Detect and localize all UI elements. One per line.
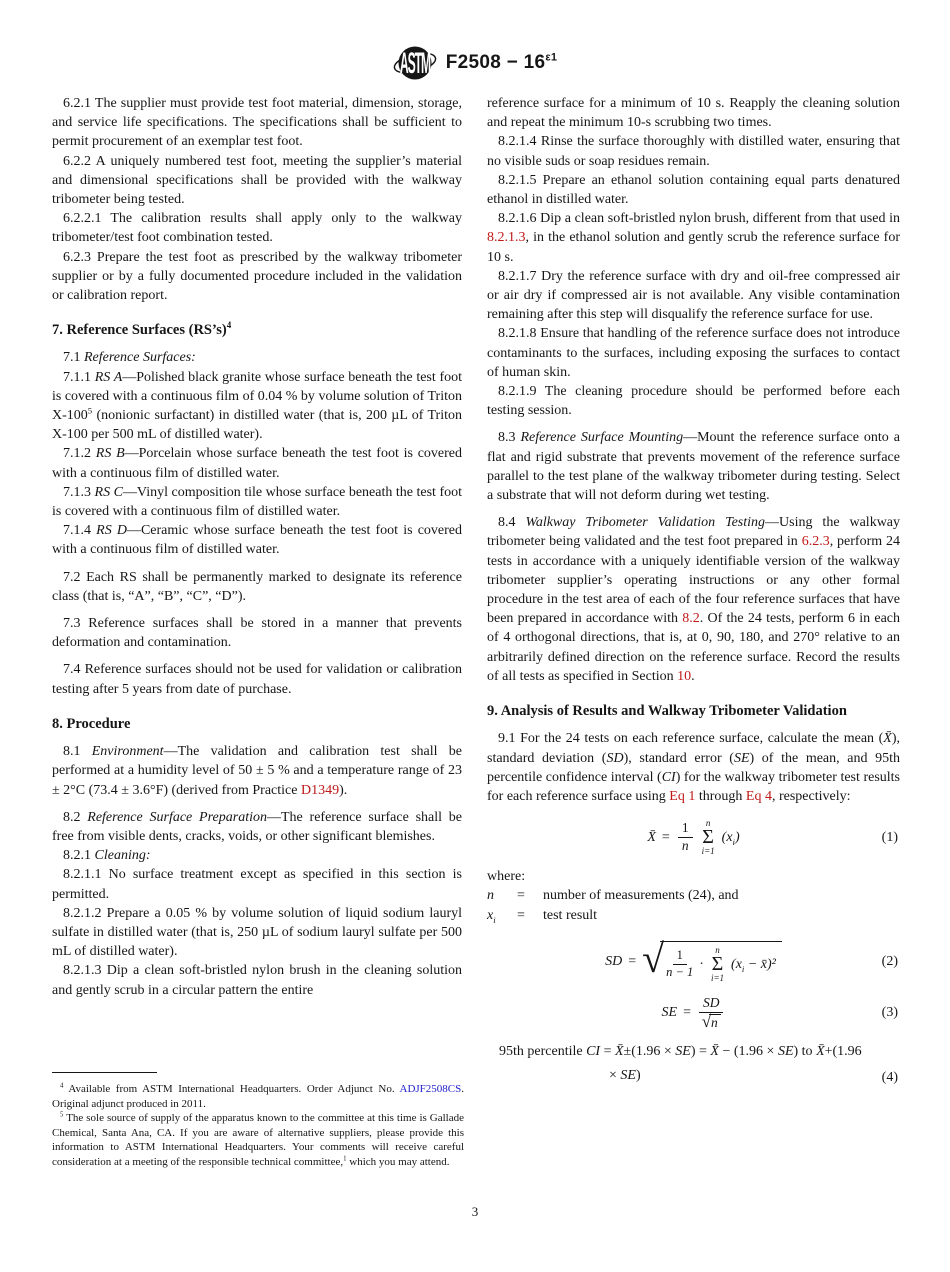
equation-4 [487,1042,900,1084]
paragraph [52,348,462,367]
text-segment: SE [675,1044,691,1060]
text-segment: ) to [793,1044,817,1060]
paragraph [52,614,462,652]
cross-reference-link[interactable]: D1349 [300,782,340,798]
text-segment: —Vinyl composition tile whose surface beneath the test foot is covered with a continuous film of distilled water. [52,484,463,520]
text-segment: Reference Surfaces: [84,350,196,366]
paragraph [52,521,462,559]
text-segment: 7.2 Each RS shall be permanently marked to designate its reference class (that is, “A”, “B”, “C”, “D”). [52,569,462,604]
section-heading [52,715,462,734]
eq1-argument: $(x_i)$ [721,830,740,847]
equation-number: (2) [881,954,898,970]
text-segment: SE [733,750,750,766]
text-segment: reference surface for a minimum of 10 s. Reapply the cleaning solution and repeat the minimum 10-s scrubbing two times. [487,96,900,131]
text-segment: − (1.96 × [718,1044,778,1060]
equation-4-line1 [487,1042,900,1061]
text-segment: 4 [226,320,232,331]
document-designation: $F2508 - 16^{\varepsilon 1}$ [445,51,558,73]
text-segment: 7.1.1 [63,369,95,385]
text-segment: 8.2.1.1 No surface treatment except as specified in this section is permitted. [52,867,462,902]
eq1-equals: = [661,830,670,845]
text-segment: ) = [690,1044,711,1060]
eq2-fraction: $\frac{1}{n - 1}$ [666,947,694,979]
text-segment: —Polished black granite whose surface beneath the test foot is covered with a continuous film of 0.04 % by volume solution of Triton X-100 [52,369,463,424]
text-segment: 8.2.1.4 Rinse the surface thoroughly with distilled water, ensuring that no visible suds or soap residues remain. [487,134,900,169]
paragraph [487,729,900,806]
text-segment: —The reference surface shall be free from visible dents, cracks, voids, or other significant blemishes. [52,809,462,844]
text-segment: X̄ [710,1044,719,1060]
text-segment: RS A [94,369,123,385]
text-segment: ) [635,1067,641,1083]
paragraph [487,382,900,420]
paragraph [52,904,462,962]
text-segment: RS B [95,446,125,462]
text-segment: —Using the walkway tribometer being validated and the test foot prepared in [487,515,901,550]
text-segment: 8.2.1.7 Dry the reference surface with dry and oil-free compressed air or air dry if compressed air is not available. Any visible contamination remaining after this step will disqualify the reference surface for use. [487,268,900,323]
text-segment: —Ceramic whose surface beneath the test foot is covered with a continuous film of distilled water. [52,523,462,558]
sigma-symbol: n Σ i=1 [710,944,725,983]
text-segment: (nonionic surfactant) in distilled water (that is, 200 µL of Triton X-100 per 500 mL of distilled water). [52,408,462,443]
text-segment: 8.4 [498,515,526,531]
text-segment: Reference Surface Preparation [87,809,267,825]
paragraph [52,742,462,800]
paragraph [487,324,900,382]
cross-reference-link[interactable]: Eq 4 [745,788,772,804]
text-segment: 8.2.1.5 Prepare an ethanol solution containing equal parts denatured ethanol in distilled water. [487,172,900,208]
text-segment: 1 [343,1155,347,1163]
text-segment: Walkway Tribometer Validation Testing [525,515,766,531]
cross-reference-link[interactable]: Eq 1 [669,788,696,804]
text-segment: Available from ASTM International Headquarters. Order Adjunct No. [63,1083,400,1095]
text-segment: X̄ [614,1044,624,1060]
text-segment: 8.2.1.8 Ensure that handling of the reference surface does not introduce contaminants to the surfaces, including exposing the surfaces to contact of human skin. [487,326,900,380]
text-segment: 7.1.2 [63,446,96,462]
text-segment: 7.1.4 [63,523,97,539]
text-segment: 6.2.2.1 The calibration results shall apply only to the walkway tribometer/test foot combination tested. [52,211,462,246]
text-segment: 95th percentile [499,1044,587,1060]
eq3-lhs: SE [661,1005,678,1021]
page-header [0,42,950,84]
paragraph [487,132,900,170]
cross-reference-link[interactable]: 10 [677,668,692,684]
radical-symbol: √ n [702,1014,721,1031]
paragraph [52,209,462,247]
paragraph [487,513,900,686]
text-segment: 5 [60,1111,64,1119]
text-segment: ) for the walkway tribometer test results for each reference surface using [487,769,900,804]
text-segment: 9. Analysis of Results and Walkway Tribometer Validation [487,703,847,720]
paragraph [52,152,462,210]
section-heading [487,702,900,721]
text-segment: 6.2.2 A uniquely numbered test foot, meeting the supplier’s material and dimensional specifications shall be provided with the walkway tribometer being tested. [52,153,462,208]
radical-symbol: √ $\frac{1}{n - 1}$ · n Σ i=1 ($x_i$ − x̄)² [642,941,782,983]
text-segment: X̄ [816,1044,825,1060]
text-segment: 7.1 [63,350,84,366]
text-segment: , in the ethanol solution and gently scrub the reference surface for 10 s. [487,230,900,265]
eq1-fraction: $\frac{1}{n}$ [678,821,693,854]
text-segment: 8.2.1.6 Dip a clean soft-bristled nylon brush, different from that used in [498,211,900,227]
cross-reference-link[interactable]: 8.2 [682,611,700,627]
text-segment: SE [777,1044,794,1060]
text-segment: Cleaning: [94,848,151,864]
definition-xi: $x_i$ = test result [487,907,598,925]
paragraph [52,1082,464,1111]
text-segment: ) of the mean, and 95th percentile confidence interval ( [487,750,901,785]
text-segment: RS D [96,523,127,539]
text-segment: 9.1 For the 24 tests on each reference surface, calculate the mean ( [498,731,884,747]
text-segment: ±(1.96 × [623,1044,676,1060]
text-segment: . Of the 24 tests, perform 6 in each of 4 orthogonal directions, that is, at 0, 90, 180, and 270° relative to an arbitrarily defined direction on the reference surface. Record the results of all tests as specified in Section [487,611,901,684]
equation-4-line2 [609,1068,641,1083]
paragraph [52,1111,464,1169]
cross-reference-link[interactable]: ADJF2508CS [399,1083,462,1095]
text-segment: 7.4 Reference surfaces should not be used for validation or calibration testing after 5 years from date of purchase. [52,662,462,697]
text-segment: × [609,1067,621,1083]
paragraph [487,428,900,505]
paragraph [52,846,462,865]
text-segment: through [695,788,746,804]
text-segment: 8.2.1.9 The cleaning procedure should be performed before each testing session. [487,384,900,419]
paragraph [487,94,900,132]
text-segment: 6.2.3 Prepare the test foot as prescribed by the walkway tribometer supplier or by a fully documented procedure included in the validation or calibration report. [52,249,462,304]
paragraph [52,568,462,606]
eq2-lhs: SD [605,954,623,970]
text-segment: X̄ [883,731,892,747]
right-column-body [487,94,900,806]
equation-number: (4) [881,1069,898,1085]
text-segment: , perform 24 tests in accordance with a uniquely identifiable version of the walkway tribometer supplier’s operating instructions or any other formal procedure in the test area of each of the four reference surfaces that have been prepared in accordance with [487,534,901,627]
paragraph [487,209,900,267]
sigma-symbol: n Σ i=1 [701,818,715,857]
text-segment: Environment [91,744,164,760]
equation-2: SD = √ $\frac{1}{n - 1}$ · n Σ i=1 ($x_i$ − x̄)² (2) [605,935,898,983]
text-segment: —Mount the reference surface onto a flat and rigid substrate that prevents movement of the reference surface parallel to the test plane of the walkway tribometer during testing. Select a substrate that will not deform during wet testing. [487,430,901,504]
text-segment: 8.3 [498,430,521,446]
equation-3: SE = SD √ n (3) [661,994,898,1031]
paragraph [52,483,462,521]
equation-1 [487,819,900,856]
text-segment: 8. Procedure [52,715,131,732]
text-segment: = [600,1044,615,1060]
equation-number: (3) [881,1005,898,1021]
text-segment: which you may attend. [346,1155,450,1168]
text-segment: +(1.96 [824,1044,862,1060]
footnotes [52,1072,464,1170]
text-segment: —The validation and calibration test shall be performed at a humidity level of 50 ± 5 % and a temperature range of 23 ± 2°C (73.4 ± 3.6°F) (derived from Practice [52,744,462,798]
text-segment: The sole source of supply of the apparatus known to the committee at this time is Gallade Chemical, Santa Ana, CA. If you are aware of alternative suppliers, please provide this information to ASTM International Headquarters. Your comments will receive careful consideration at a meeting of the responsible technical committee, [52,1112,464,1168]
eq3-fraction: SD √ n [699,996,724,1031]
text-segment: 8.2 [63,809,88,825]
equation-number: (1) [881,830,898,845]
paragraph [52,865,462,903]
text-segment: ), standard error ( [623,750,734,766]
cross-reference-link[interactable]: 8.2.1.3 [487,230,526,246]
text-segment: 6.2.1 The supplier must provide test foot material, dimension, storage, and service life specifications. The specifications shall be sufficient to permit procurement of an exemplar test foot. [52,96,462,150]
text-segment: SE [620,1067,636,1083]
text-segment: ). [339,782,348,798]
paragraph [52,808,462,846]
text-segment: . Original adjunct produced in 2011. [52,1083,464,1110]
right-column [487,94,900,1085]
text-segment: . [691,668,695,684]
where-label: where: [487,869,526,885]
text-segment: Reference Surface Mounting [520,430,684,446]
paragraph [487,267,900,325]
paragraph [487,171,900,209]
text-segment: 8.2.1.3 Dip a clean soft-bristled nylon brush in the cleaning solution and gently scrub in a circular pattern the entire [52,963,462,998]
text-segment: 7. Reference Surfaces (RS’s) [52,322,227,339]
text-segment: 8.2.1 [63,848,95,864]
left-column-body [52,94,462,1000]
astm-logo-icon [393,42,437,84]
paragraph [52,444,462,482]
paragraph [52,248,462,306]
page-number: 3 [471,1204,479,1219]
footnotes-body [52,1082,464,1170]
text-segment: 7.1.3 [63,484,95,500]
text-segment: 8.1 [63,744,92,760]
text-segment: ), standard deviation ( [487,731,900,766]
text-segment: 7.3 Reference surfaces shall be stored in a manner that prevents deformation and contamination. [52,616,462,651]
svg-text:ASTM: ASTM [399,46,430,80]
text-segment: SD [606,750,624,766]
text-segment: RS C [94,484,123,500]
text-segment: 5 [87,405,93,416]
paragraph [52,961,462,999]
text-segment: CI [661,769,676,785]
eq1-lhs: X̄ [647,830,656,845]
designation-superscript: ε1 [545,51,558,64]
definition-n: n = number of measurements (24), and [487,888,739,904]
paragraph [52,660,462,698]
paragraph [52,94,462,152]
cross-reference-link[interactable]: 6.2.3 [801,534,830,550]
eq2-argument: ($x_i$ − x̄)² [731,956,776,974]
text-segment: , respectively: [771,788,851,804]
text-segment: CI [586,1044,601,1060]
section-heading [52,321,462,340]
paragraph [52,368,462,445]
footnote-rule [52,1072,157,1073]
text-segment: 8.2.1.2 Prepare a 0.05 % by volume solution of liquid sodium lauryl sulfate in distilled water (that is, 250 µL of sodium lauryl sulfate per 500 mL of distilled water). [52,905,462,960]
text-segment: —Porcelain whose surface beneath the test foot is covered with a continuous film of distilled water. [52,446,463,481]
left-column [52,94,462,1000]
text-segment: 4 [60,1082,64,1090]
